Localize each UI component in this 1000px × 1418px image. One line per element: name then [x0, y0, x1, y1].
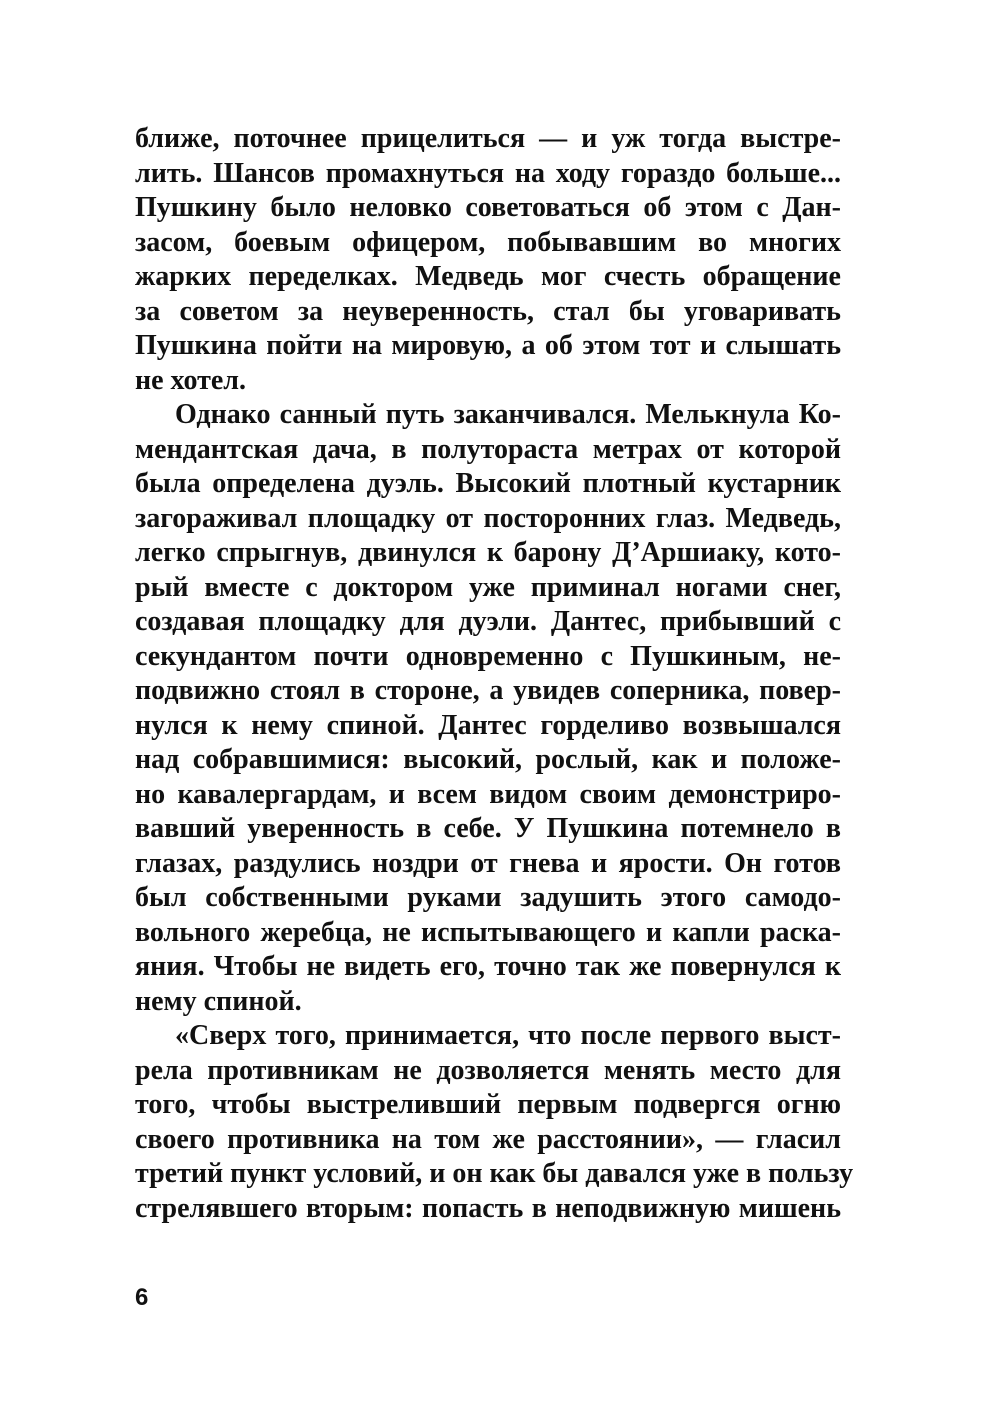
paragraph [135, 122, 841, 398]
text-line: яния. Чтобы не видеть его, точно так же повернулся к [135, 951, 841, 982]
text-line: рый вместе с доктором уже приминал ногами снег, [135, 571, 841, 603]
text-line: третий пункт условий, и он как бы давался уже в пользу [135, 1158, 854, 1189]
text-line: создавая площадку для дуэли. Дантес, прибывший с [135, 606, 841, 637]
text-line: секундантом почти одновременно с Пушкиным, не- [135, 640, 841, 672]
text-line: рела противникам не дозволяется менять место для [135, 1054, 841, 1086]
text-line: Однако санный путь заканчивался. Мелькнула Ко- [175, 399, 841, 430]
text-line: подвижно стоял в стороне, а увидев соперника, повер- [135, 675, 841, 706]
text-line: стрелявшего вторым: попасть в неподвижную мишень [135, 1192, 841, 1224]
text-line: легко спрыгнув, двинулся к барону Д’Аршиаку, кото- [135, 537, 841, 568]
page-body [135, 122, 854, 1226]
paragraph [135, 1019, 854, 1226]
text-line: Пушкину было неловко советоваться об этом с Дан- [135, 192, 841, 223]
text-line: глазах, раздулись ноздри от гнева и ярости. Он готов [135, 847, 841, 879]
text-line: засом, боевым офицером, побывавшим во многих [135, 226, 841, 258]
paragraph [135, 398, 841, 1019]
text-line: загораживал площадку от посторонних глаз. Медведь, [135, 502, 841, 534]
text-line: вавший уверенность в себе. У Пушкина потемнело в [135, 813, 841, 844]
page-number: 6 [135, 1284, 149, 1311]
text-line: Пушкина пойти на мировую, а об этом тот и слышать [135, 330, 841, 361]
text-line: нему спиной. [135, 985, 302, 1017]
text-line: «Сверх того, принимается, что после первого выст- [175, 1020, 841, 1051]
text-line: был собственными руками задушить этого самодо- [135, 882, 841, 913]
text-line: того, чтобы выстреливший первым подвергся огню [135, 1089, 841, 1120]
text-line: была определена дуэль. Высокий плотный кустарник [135, 468, 841, 499]
text-line: мендантская дача, в полутораста метрах от которой [135, 433, 841, 465]
text-line: нулся к нему спиной. Дантес горделиво возвышался [135, 709, 841, 741]
text-line: лить. Шансов промахнуться на ходу гораздо больше... [135, 157, 841, 189]
text-line: над собравшимися: высокий, рослый, как и положе- [135, 744, 841, 775]
text-line: за советом за неуверенность, стал бы уговаривать [135, 295, 841, 327]
text-line: жарких переделках. Медведь мог счесть обращение [135, 261, 841, 292]
text-line: своего противника на том же расстоянии», — гласил [135, 1123, 841, 1155]
text-line: не хотел. [135, 364, 247, 396]
text-line: но кавалергардам, и всем видом своим демонстриро- [135, 778, 841, 810]
text-line: ближе, поточнее прицелиться — и уж тогда выстре- [135, 123, 841, 154]
text-line: вольного жеребца, не испытывающего и капли раска- [135, 916, 841, 948]
